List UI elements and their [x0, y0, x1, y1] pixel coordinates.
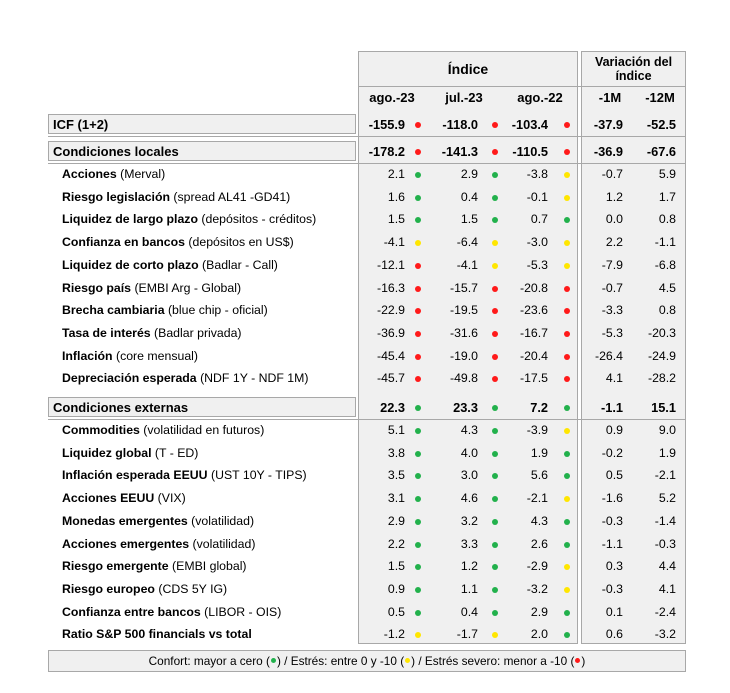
locales-row-label [62, 190, 290, 204]
externas-row-value: 5.1 [387, 423, 405, 437]
externas-row-value: -3.2 [526, 581, 548, 596]
externas-row-value: 5.6 [530, 468, 548, 483]
externas-row-green-dot-icon [564, 519, 570, 525]
externas-row-desc: (volatilidad en futuros) [139, 423, 265, 437]
externas-row-green-dot-icon [492, 519, 498, 525]
col-header-jul-23: jul.-23 [445, 90, 483, 105]
locales-row-value: -12.1 [376, 257, 405, 272]
locales-row-desc: (Merval) [116, 167, 166, 181]
locales-row-var-value: 1.2 [605, 189, 623, 204]
locales-row-name: Liquidez de largo plazo [62, 212, 198, 227]
externas-row-name: Monedas emergentes [62, 513, 188, 528]
externas-row-value: 0.9 [387, 581, 405, 596]
externas-row-name: Riesgo emergente [62, 559, 169, 574]
externas-row-var-value: -0.3 [654, 536, 676, 551]
externas-row-value: 3.1 [387, 491, 405, 506]
externas-row-var-value: -2.1 [654, 468, 676, 483]
externas-row-green-dot-icon [415, 451, 421, 457]
variacion-column-panel [581, 51, 686, 644]
externas-row-value: 2.6 [530, 536, 548, 551]
externas-row-value: 4.3 [460, 423, 478, 437]
externas-row-value: 2.0 [530, 627, 548, 642]
locales-row-value: -49.8 [449, 371, 478, 386]
externas-row-var-value: 5.2 [658, 491, 676, 506]
locales-row-red-dot-icon [492, 286, 498, 292]
externas-row-var-value: -1.4 [654, 513, 676, 528]
externas-row-var-value: 0.1 [605, 604, 623, 619]
legend [48, 650, 686, 672]
locales-row-green-dot-icon [492, 195, 498, 201]
locales-row-label [62, 258, 278, 272]
locales-row-name: Inflación [62, 348, 113, 363]
icf-row [48, 114, 356, 134]
externas-row-value: -1.2 [383, 627, 405, 642]
condiciones-locales-row-red-dot-icon [492, 149, 498, 155]
icf-row-label: ICF (1+2) [53, 117, 109, 132]
locales-row-value: 2.9 [460, 167, 478, 181]
col-header-ago-22: ago.-22 [517, 90, 563, 105]
col-header-ago-23: ago.-23 [369, 90, 415, 105]
externas-row-green-dot-icon [564, 610, 570, 616]
condiciones-externas-row-value: 23.3 [453, 400, 478, 415]
locales-row-name: Confianza en bancos [62, 235, 185, 250]
locales-row-name: Acciones [62, 167, 117, 181]
locales-row-value: 0.4 [460, 189, 478, 204]
locales-row-value: -16.7 [519, 325, 548, 340]
condiciones-locales-row-var-value: -67.6 [646, 144, 676, 159]
locales-row-var-value: -1.1 [654, 235, 676, 250]
externas-row-label [62, 627, 252, 641]
externas-row-var-value: -1.1 [601, 536, 623, 551]
condiciones-externas-row-value: 22.3 [380, 400, 405, 415]
header-rule [358, 86, 686, 87]
locales-row-desc: (depósitos - créditos) [197, 212, 317, 227]
externas-row-desc: (LIBOR - OIS) [200, 604, 282, 619]
locales-row-value: -45.7 [376, 371, 405, 386]
externas-row-name: Inflación esperada EEUU [62, 468, 208, 483]
locales-row-value: -0.1 [526, 189, 548, 204]
externas-row-label [62, 446, 198, 460]
locales-row-label [62, 371, 308, 385]
externas-row-value: 4.0 [460, 445, 478, 460]
condiciones-locales-row-label: Condiciones locales [53, 144, 179, 159]
locales-row-red-dot-icon [415, 354, 421, 360]
locales-row-value: -3.0 [526, 235, 548, 250]
externas-row-name: Riesgo europeo [62, 581, 155, 596]
indice-column-panel [358, 51, 578, 644]
locales-row-value: -45.4 [376, 348, 405, 363]
locales-row-desc: (NDF 1Y - NDF 1M) [196, 371, 309, 386]
locales-row-value: -19.0 [449, 348, 478, 363]
externas-row-green-dot-icon [492, 610, 498, 616]
externas-row-green-dot-icon [564, 451, 570, 457]
locales-row-green-dot-icon [492, 172, 498, 178]
locales-row-desc: (Badlar privada) [150, 325, 242, 340]
locales-row-red-dot-icon [415, 286, 421, 292]
locales-row-value: -6.4 [456, 235, 478, 250]
locales-row-value: -19.5 [449, 303, 478, 318]
externas-row-var-value: 0.6 [605, 627, 623, 642]
externas-row-value: 2.9 [530, 604, 548, 619]
locales-row-yellow-dot-icon [492, 263, 498, 269]
externas-row-var-value: 4.4 [658, 559, 676, 574]
locales-row-label [62, 167, 165, 181]
variacion-header-line1: Variación del [594, 55, 673, 69]
legend-yellow-dot-icon [405, 658, 410, 663]
icf-row-red-dot-icon [564, 122, 570, 128]
locales-row-label [62, 349, 198, 363]
externas-row-var-value: 0.3 [605, 559, 623, 574]
externas-row-desc: (VIX) [154, 491, 186, 506]
locales-row-desc: (core mensual) [112, 348, 198, 363]
externas-row-green-dot-icon [492, 451, 498, 457]
locales-row-value: -22.9 [376, 303, 405, 318]
externas-row-value: 3.5 [387, 468, 405, 483]
variacion-header-line2: índice [615, 69, 652, 83]
locales-row-value: -17.5 [519, 371, 548, 386]
externas-row-green-dot-icon [564, 542, 570, 548]
externas-row-value: -1.7 [456, 627, 478, 642]
externas-row-green-dot-icon [415, 428, 421, 434]
externas-row-value: -2.9 [526, 559, 548, 574]
locales-row-var-value: 4.1 [605, 371, 623, 386]
condiciones-externas-row-rule [48, 419, 686, 420]
externas-row-var-value: -0.3 [601, 513, 623, 528]
externas-row-var-value: -0.3 [601, 581, 623, 596]
icf-row-red-dot-icon [492, 122, 498, 128]
externas-row-desc: (EMBI global) [168, 559, 247, 574]
condiciones-externas-row-label: Condiciones externas [53, 400, 189, 415]
externas-row-green-dot-icon [415, 587, 421, 593]
externas-row-value: 1.1 [460, 581, 478, 596]
icf-row-var-value: -52.5 [646, 117, 676, 132]
externas-row-value: 2.2 [387, 536, 405, 551]
externas-row-value: 3.2 [460, 513, 478, 528]
icf-row-value: -118.0 [442, 117, 478, 132]
externas-row-value: 3.8 [387, 445, 405, 460]
locales-row-var-value: -24.9 [647, 348, 676, 363]
locales-row-var-value: 1.7 [658, 189, 676, 204]
externas-row-name: Confianza entre bancos [62, 604, 201, 619]
locales-row-desc: (spread AL41 -GD41) [169, 189, 291, 204]
externas-row-var-value: 0.9 [605, 423, 623, 437]
externas-row-label [62, 537, 255, 551]
locales-row-value: -5.3 [526, 257, 548, 272]
locales-row-name: Brecha cambiaria [62, 303, 165, 318]
locales-row-name: Liquidez de corto plazo [62, 257, 199, 272]
externas-row-yellow-dot-icon [564, 587, 570, 593]
externas-row-desc: (CDS 5Y IG) [154, 581, 228, 596]
locales-row-value: -16.3 [376, 280, 405, 295]
locales-row-var-value: -0.7 [601, 167, 623, 181]
externas-row-desc: (volatilidad) [189, 536, 256, 551]
externas-row-label [62, 582, 227, 596]
condiciones-locales-row [48, 141, 356, 161]
locales-row-label [62, 326, 242, 340]
locales-row-var-value: 0.8 [658, 303, 676, 318]
locales-row-var-value: 2.2 [605, 235, 623, 250]
locales-row-var-value: -6.8 [654, 257, 676, 272]
locales-row-name: Riesgo país [62, 280, 132, 295]
locales-row-var-value: -7.9 [601, 257, 623, 272]
locales-row-green-dot-icon [415, 172, 421, 178]
locales-row-red-dot-icon [415, 331, 421, 337]
locales-row-value: 2.1 [387, 167, 405, 181]
locales-row-label [62, 281, 241, 295]
condiciones-locales-row-var-value: -36.9 [593, 144, 623, 159]
legend-text-4: ) [581, 654, 586, 668]
locales-row-var-value: 4.5 [658, 280, 676, 295]
externas-row-value: 3.3 [460, 536, 478, 551]
condiciones-externas-row-green-dot-icon [564, 405, 570, 411]
externas-row-value: 3.0 [460, 468, 478, 483]
condiciones-externas-row [48, 397, 356, 417]
externas-row-value: 1.5 [387, 559, 405, 574]
externas-row-name: Liquidez global [62, 445, 152, 460]
icf-row-red-dot-icon [415, 122, 421, 128]
externas-row-label [62, 423, 264, 437]
locales-row-desc: (EMBI Arg - Global) [131, 280, 242, 295]
externas-row-value: 0.5 [387, 604, 405, 619]
locales-row-red-dot-icon [492, 354, 498, 360]
externas-row-value: -3.9 [526, 423, 548, 437]
legend-green-dot-icon [271, 658, 276, 663]
locales-row-red-dot-icon [564, 354, 570, 360]
externas-row-yellow-dot-icon [564, 428, 570, 434]
externas-row-value: 1.2 [460, 559, 478, 574]
legend-text-1: Confort: mayor a cero ( [148, 654, 270, 668]
locales-row-var-value: 0.0 [605, 212, 623, 227]
icf-row-value: -103.4 [511, 117, 548, 132]
locales-row-red-dot-icon [564, 331, 570, 337]
externas-row-label [62, 605, 281, 619]
locales-row-var-value: -0.7 [601, 280, 623, 295]
legend-text-3: ) / Estrés severo: menor a -10 ( [411, 654, 575, 668]
externas-row-green-dot-icon [492, 428, 498, 434]
locales-row-green-dot-icon [415, 195, 421, 201]
locales-row-value: 1.6 [387, 189, 405, 204]
locales-row-value: -15.7 [449, 280, 478, 295]
condiciones-externas-row-var-value: 15.1 [651, 400, 676, 415]
externas-row-value: 1.9 [530, 445, 548, 460]
locales-row-desc: (depósitos en US$) [185, 235, 294, 250]
indice-header: Índice [447, 61, 489, 77]
locales-row-label [62, 235, 294, 249]
locales-row-value: 1.5 [460, 212, 478, 227]
externas-row-green-dot-icon [492, 542, 498, 548]
locales-row-var-value: -5.3 [601, 325, 623, 340]
condiciones-externas-row-green-dot-icon [492, 405, 498, 411]
locales-row-value: 1.5 [387, 212, 405, 227]
externas-row-value: 4.3 [530, 513, 548, 528]
locales-row-desc: (blue chip - oficial) [164, 303, 268, 318]
condiciones-locales-row-value: -110.5 [512, 144, 548, 159]
locales-row-name: Tasa de interés [62, 325, 151, 340]
locales-row-red-dot-icon [492, 331, 498, 337]
locales-row-value: -4.1 [383, 235, 405, 250]
legend-red-dot-icon [575, 658, 580, 663]
condiciones-locales-row-value: -141.3 [441, 144, 478, 159]
locales-row-value: 0.7 [530, 212, 548, 227]
externas-row-value: 0.4 [460, 604, 478, 619]
condiciones-locales-row-red-dot-icon [564, 149, 570, 155]
externas-row-var-value: -2.4 [654, 604, 676, 619]
externas-row-name: Commodities [62, 423, 140, 437]
locales-row-label [62, 212, 316, 226]
locales-row-desc: (Badlar - Call) [198, 257, 278, 272]
locales-row-value: -3.8 [526, 167, 548, 181]
locales-row-yellow-dot-icon [564, 195, 570, 201]
locales-row-var-value: -26.4 [594, 348, 623, 363]
locales-row-red-dot-icon [564, 286, 570, 292]
locales-row-var-value: -3.3 [601, 303, 623, 318]
locales-row-var-value: 5.9 [658, 167, 676, 181]
col-header-12m: -12M [645, 90, 675, 105]
externas-row-label [62, 491, 186, 505]
externas-row-green-dot-icon [492, 587, 498, 593]
locales-row-value: -20.4 [519, 348, 548, 363]
condiciones-externas-row-green-dot-icon [415, 405, 421, 411]
locales-row-red-dot-icon [415, 263, 421, 269]
externas-row-green-dot-icon [415, 610, 421, 616]
externas-row-var-value: -3.2 [654, 627, 676, 642]
col-header-1m: -1M [598, 90, 622, 105]
legend-text-2: ) / Estrés: entre 0 y -10 ( [276, 654, 405, 668]
externas-row-label [62, 514, 254, 528]
condiciones-locales-row-value: -178.2 [368, 144, 405, 159]
externas-row-name: Ratio S&P 500 financials vs total [62, 627, 252, 642]
locales-row-value: -31.6 [449, 325, 478, 340]
externas-row-desc: (UST 10Y - TIPS) [207, 468, 307, 483]
locales-row-yellow-dot-icon [564, 172, 570, 178]
externas-row-var-value: 1.9 [658, 445, 676, 460]
externas-row-value: -2.1 [526, 491, 548, 506]
externas-row-var-value: -0.2 [601, 445, 623, 460]
externas-row-value: 4.6 [460, 491, 478, 506]
externas-row-var-value: 9.0 [658, 423, 676, 437]
condiciones-externas-row-value: 7.2 [530, 400, 548, 415]
locales-row-var-value: -20.3 [647, 325, 676, 340]
externas-row-desc: (volatilidad) [187, 513, 255, 528]
externas-row-green-dot-icon [415, 519, 421, 525]
locales-row-value: -23.6 [519, 303, 548, 318]
externas-row-var-value: 0.5 [605, 468, 623, 483]
externas-row-name: Acciones emergentes [62, 536, 190, 551]
icf-row-value: -155.9 [368, 117, 405, 132]
locales-row-var-value: -28.2 [647, 371, 676, 386]
locales-row-name: Riesgo legislación [62, 189, 170, 204]
locales-row-name: Depreciación esperada [62, 371, 197, 386]
locales-row-value: -36.9 [376, 325, 405, 340]
locales-row-yellow-dot-icon [564, 263, 570, 269]
externas-row-var-value: -1.6 [601, 491, 623, 506]
externas-row-green-dot-icon [415, 542, 421, 548]
icf-row-var-value: -37.9 [593, 117, 623, 132]
condiciones-externas-row-var-value: -1.1 [600, 400, 623, 415]
condiciones-locales-row-red-dot-icon [415, 149, 421, 155]
externas-row-label [62, 559, 247, 573]
externas-row-name: Acciones EEUU [62, 491, 155, 506]
externas-row-label [62, 468, 307, 482]
locales-row-value: -20.8 [519, 280, 548, 295]
locales-row-var-value: 0.8 [658, 212, 676, 227]
condiciones-locales-row-rule [48, 163, 686, 164]
externas-row-var-value: 4.1 [658, 581, 676, 596]
locales-row-label [62, 303, 268, 317]
externas-row-desc: (T - ED) [151, 445, 199, 460]
locales-row-value: -4.1 [456, 257, 478, 272]
externas-row-value: 2.9 [387, 513, 405, 528]
icf-row-rule [48, 136, 686, 137]
